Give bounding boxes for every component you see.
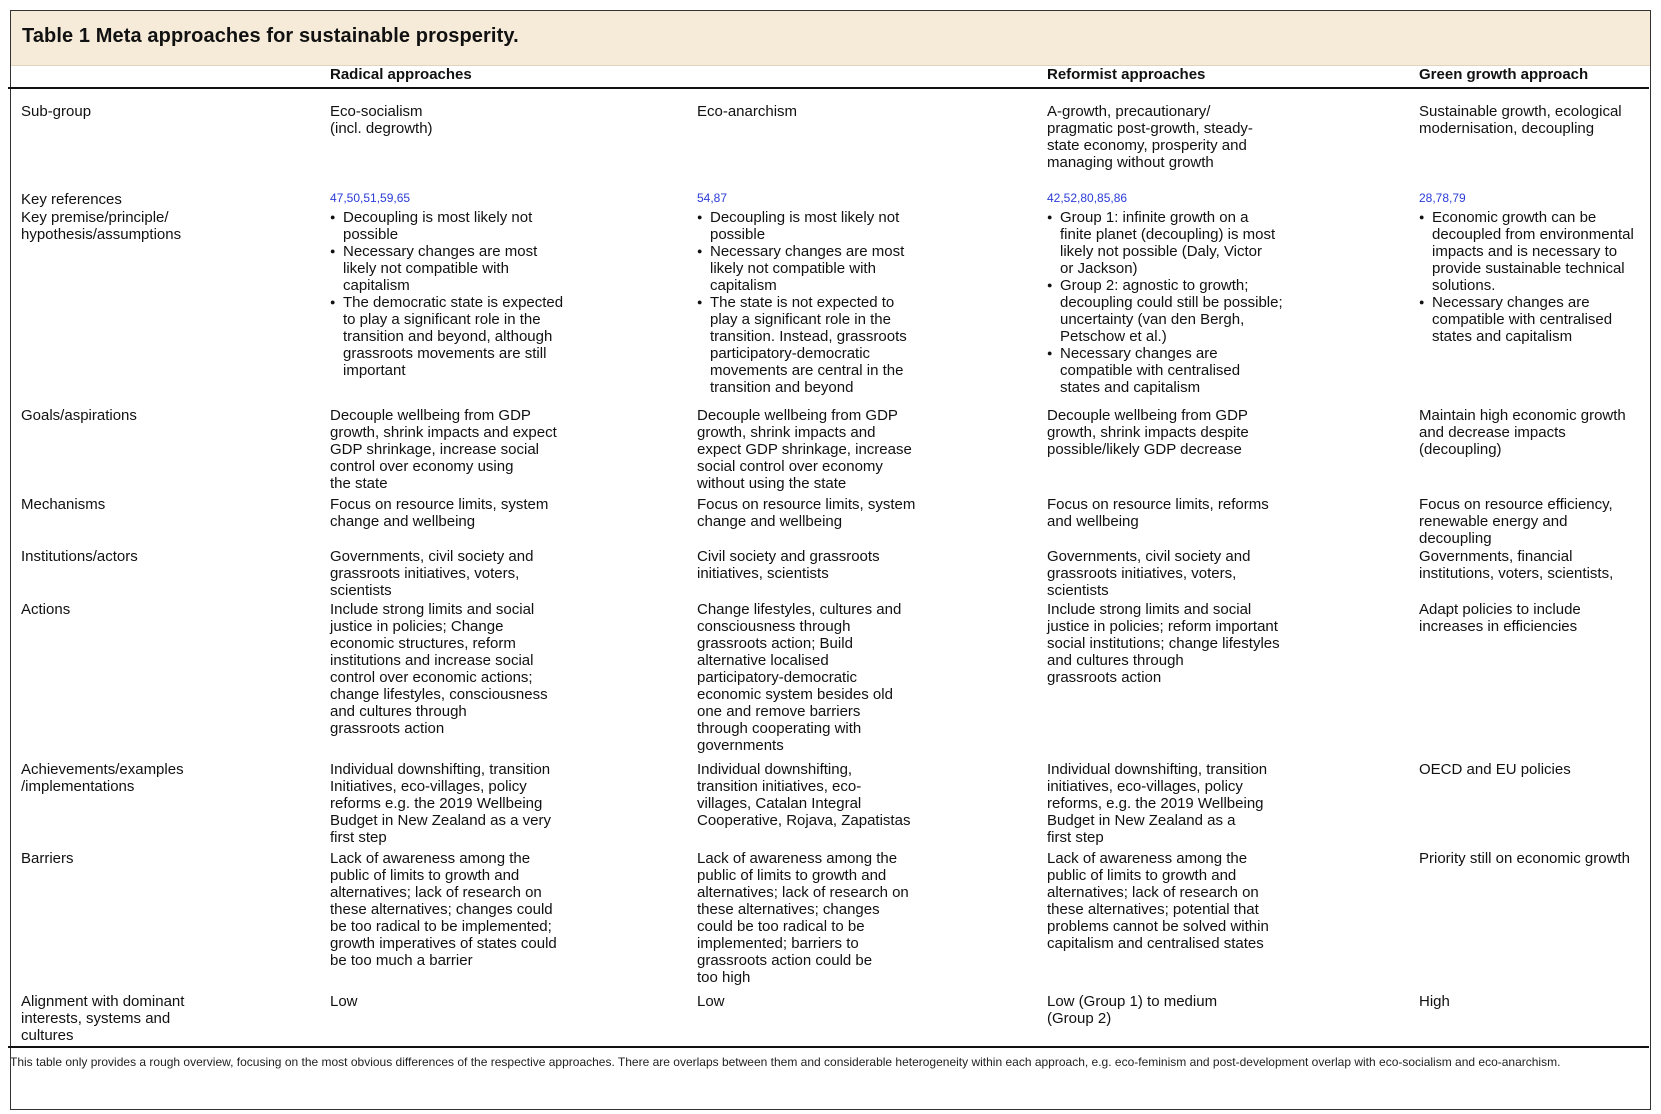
cell-line: participatory-democratic bbox=[710, 345, 871, 362]
cell-line: likely not compatible with bbox=[343, 260, 509, 277]
cell-line: justice in policies; reform important bbox=[1047, 618, 1278, 635]
cell-line: economic system besides old bbox=[697, 686, 893, 703]
cell-line: justice in policies; Change bbox=[330, 618, 504, 635]
cell-line: Individual downshifting, transition bbox=[1047, 761, 1268, 778]
table-cell-r2-c1 bbox=[330, 209, 690, 379]
cell-line: one and remove barriers bbox=[697, 703, 861, 720]
cell-line: public of limits to growth and bbox=[330, 867, 520, 884]
cell-line: finite planet (decoupling) is most bbox=[1060, 226, 1276, 243]
cell-line: ● The democratic state is expected bbox=[343, 294, 564, 311]
bullet-item bbox=[1047, 277, 1407, 345]
cell-line: /implementations bbox=[21, 778, 135, 795]
cell-line: cultures bbox=[21, 1027, 74, 1044]
table-cell-r1-c3 bbox=[1047, 190, 1407, 207]
cell-line: economic structures, reform bbox=[330, 635, 516, 652]
cell-line: possible bbox=[710, 226, 766, 243]
cell-line: growth, shrink impacts and expect bbox=[330, 424, 557, 441]
table-cell-r5-c2 bbox=[697, 548, 1037, 582]
cell-line: expect GDP shrinkage, increase bbox=[697, 441, 912, 458]
cell-line: transition. Instead, grassroots bbox=[710, 328, 907, 345]
cell-line: governments bbox=[697, 737, 784, 754]
cell-line: grassroots action bbox=[1047, 669, 1162, 686]
cell-line: Key references bbox=[21, 191, 122, 208]
cell-line: Barriers bbox=[21, 850, 74, 867]
cell-line: growth, shrink impacts despite bbox=[1047, 424, 1249, 441]
table-cell-r9-c1 bbox=[330, 993, 690, 1010]
table-cell-r7-c4 bbox=[1419, 761, 1651, 778]
cell-line: Sustainable growth, ecological bbox=[1419, 103, 1622, 120]
cell-line: compatible with centralised bbox=[1060, 362, 1241, 379]
cell-line: Governments, civil society and bbox=[1047, 548, 1251, 565]
table-footnote: This table only provides a rough overview, focusing on the most obvious differences of the respective approaches. There are overlaps between them and considerable heterogeneity within each approach, e.g. eco-feminism and post-development overlap with eco-socialism and eco-anarchism. bbox=[10, 1055, 1561, 1069]
cell-line: possible bbox=[343, 226, 399, 243]
cell-line: consciousness through bbox=[697, 618, 851, 635]
table-cell-r8-c2 bbox=[697, 850, 1037, 986]
cell-line: Cooperative, Rojava, Zapatistas bbox=[697, 812, 911, 829]
cell-line: capitalism and centralised states bbox=[1047, 935, 1264, 952]
cell-line: public of limits to growth and bbox=[1047, 867, 1237, 884]
table-cell-r8-c1 bbox=[330, 850, 690, 969]
cell-line: grassroots initiatives, voters, bbox=[330, 565, 520, 582]
cell-line: likely not compatible with bbox=[710, 260, 876, 277]
cell-line: reforms e.g. the 2019 Wellbeing bbox=[330, 795, 543, 812]
cell-line: change and wellbeing bbox=[697, 513, 843, 530]
cell-line: Institutions/actors bbox=[21, 548, 138, 565]
cell-line: first step bbox=[1047, 829, 1104, 846]
cell-line: Priority still on economic growth bbox=[1419, 850, 1630, 867]
cell-line: change and wellbeing bbox=[330, 513, 476, 530]
table-cell-r4-label bbox=[21, 496, 311, 513]
table-cell-r3-c4 bbox=[1419, 407, 1651, 458]
bullet-item bbox=[697, 209, 1037, 243]
cell-line: state economy, prosperity and bbox=[1047, 137, 1247, 154]
cell-line: problems cannot be solved within bbox=[1047, 918, 1269, 935]
cell-line: growth imperatives of states could bbox=[330, 935, 557, 952]
table-cell-r6-c3 bbox=[1047, 601, 1407, 686]
table-cell-r7-c3 bbox=[1047, 761, 1407, 846]
cell-line: Decouple wellbeing from GDP bbox=[697, 407, 898, 424]
reference-numbers[interactable]: 54,87 bbox=[697, 191, 728, 205]
cell-line: interests, systems and bbox=[21, 1010, 171, 1027]
cell-line: or Jackson) bbox=[1060, 260, 1138, 277]
cell-line: alternative localised bbox=[697, 652, 829, 669]
cell-line: solutions. bbox=[1432, 277, 1496, 294]
bullet-item bbox=[1419, 209, 1651, 294]
table-cell-r9-c2 bbox=[697, 993, 1037, 1010]
bullet-item bbox=[697, 294, 1037, 396]
cell-line: Include strong limits and social bbox=[1047, 601, 1252, 618]
table-cell-r6-c2 bbox=[697, 601, 1037, 754]
cell-line: Key premise/principle/ bbox=[21, 209, 169, 226]
table-cell-r3-label bbox=[21, 407, 311, 424]
cell-line: control over economy using bbox=[330, 458, 514, 475]
table-cell-r6-label bbox=[21, 601, 311, 618]
cell-line: Civil society and grassroots bbox=[697, 548, 880, 565]
cell-line: A-growth, precautionary/ bbox=[1047, 103, 1211, 120]
bullet-list bbox=[1047, 209, 1407, 396]
cell-line: capitalism bbox=[343, 277, 410, 294]
cell-line: Focus on resource limits, reforms bbox=[1047, 496, 1269, 513]
cell-line: possible/likely GDP decrease bbox=[1047, 441, 1242, 458]
cell-line: Low (Group 1) to medium bbox=[1047, 993, 1218, 1010]
cell-line: Individual downshifting, transition bbox=[330, 761, 551, 778]
cell-line: ● Necessary changes are most bbox=[343, 243, 538, 260]
header-green: Green growth approach bbox=[1419, 66, 1589, 83]
cell-line: grassroots initiatives, voters, bbox=[1047, 565, 1237, 582]
table-cell-r9-c4 bbox=[1419, 993, 1651, 1010]
cell-line: social control over economy bbox=[697, 458, 883, 475]
cell-line: (decoupling) bbox=[1419, 441, 1502, 458]
table-cell-r1-c2 bbox=[697, 190, 1037, 207]
cell-line: compatible with centralised bbox=[1432, 311, 1613, 328]
table-cell-r5-label bbox=[21, 548, 311, 565]
table-cell-r2-c3 bbox=[1047, 209, 1407, 396]
cell-line: alternatives; lack of research on bbox=[1047, 884, 1259, 901]
cell-line: uncertainty (van den Bergh, bbox=[1060, 311, 1245, 328]
cell-line: initiatives, scientists bbox=[697, 565, 829, 582]
table-cell-r8-c3 bbox=[1047, 850, 1407, 952]
cell-line: these alternatives; changes bbox=[697, 901, 880, 918]
cell-line: ● Decoupling is most likely not bbox=[343, 209, 533, 226]
cell-line: Low bbox=[330, 993, 358, 1010]
table-cell-r0-label bbox=[21, 103, 311, 120]
cell-line: decoupling bbox=[1419, 530, 1492, 547]
bullet-item bbox=[1419, 294, 1651, 345]
cell-line: Lack of awareness among the bbox=[330, 850, 531, 867]
cell-line: to play a significant role in the bbox=[343, 311, 541, 328]
table-cell-r3-c3 bbox=[1047, 407, 1407, 458]
cell-line: important bbox=[343, 362, 406, 379]
cell-line: these alternatives; potential that bbox=[1047, 901, 1259, 918]
cell-line: states and capitalism bbox=[1432, 328, 1573, 345]
table-cell-r4-c1 bbox=[330, 496, 690, 530]
table-cell-r1-label bbox=[21, 191, 311, 208]
cell-line: Actions bbox=[21, 601, 71, 618]
cell-line: Lack of awareness among the bbox=[697, 850, 898, 867]
cell-line: scientists bbox=[1047, 582, 1109, 599]
cell-line: Focus on resource limits, system bbox=[697, 496, 916, 513]
table-cell-r3-c2 bbox=[697, 407, 1037, 492]
table-cell-r8-c4 bbox=[1419, 850, 1651, 867]
bullet-item bbox=[697, 243, 1037, 294]
cell-line: OECD and EU policies bbox=[1419, 761, 1571, 778]
bullet-item bbox=[330, 294, 690, 379]
cell-line: transition and beyond bbox=[710, 379, 854, 396]
cell-line: Decouple wellbeing from GDP bbox=[1047, 407, 1248, 424]
cell-line: GDP shrinkage, increase social bbox=[330, 441, 539, 458]
header-reformist: Reformist approaches bbox=[1047, 66, 1206, 83]
cell-line: pragmatic post-growth, steady- bbox=[1047, 120, 1253, 137]
table-cell-r5-c1 bbox=[330, 548, 690, 599]
reference-numbers[interactable]: 47,50,51,59,65 bbox=[330, 191, 411, 205]
cell-line: villages, Catalan Integral bbox=[697, 795, 862, 812]
table-cell-r0-c4 bbox=[1419, 103, 1651, 137]
cell-line: Low bbox=[697, 993, 725, 1010]
cell-line: likely not possible (Daly, Victor bbox=[1060, 243, 1263, 260]
cell-line: public of limits to growth and bbox=[697, 867, 887, 884]
cell-line: Mechanisms bbox=[21, 496, 106, 513]
cell-line: Alignment with dominant bbox=[21, 993, 185, 1010]
cell-line: Change lifestyles, cultures and bbox=[697, 601, 902, 618]
cell-line: Focus on resource efficiency, bbox=[1419, 496, 1613, 513]
cell-line: Governments, financial bbox=[1419, 548, 1573, 565]
table-cell-r9-c3 bbox=[1047, 993, 1407, 1027]
cell-line: ● Group 2: agnostic to growth; bbox=[1060, 277, 1249, 294]
cell-line: Achievements/examples bbox=[21, 761, 184, 778]
cell-line: managing without growth bbox=[1047, 154, 1214, 171]
bullet-item bbox=[330, 209, 690, 243]
table-cell-r7-label bbox=[21, 761, 311, 795]
table-cell-r5-c3 bbox=[1047, 548, 1407, 599]
bullet-item bbox=[1047, 345, 1407, 396]
reference-numbers[interactable]: 28,78,79 bbox=[1419, 191, 1466, 205]
table-cell-r9-label bbox=[21, 993, 311, 1044]
cell-line: decoupled from environmental bbox=[1432, 226, 1634, 243]
cell-line: alternatives; lack of research on bbox=[697, 884, 909, 901]
cell-line: High bbox=[1419, 993, 1450, 1010]
table-cell-r8-label bbox=[21, 850, 311, 867]
table-cell-r0-c1 bbox=[330, 103, 690, 137]
cell-line: too high bbox=[697, 969, 751, 986]
cell-line: be too radical to be implemented; bbox=[330, 918, 552, 935]
cell-line: first step bbox=[330, 829, 387, 846]
bullet-list bbox=[330, 209, 690, 379]
bullet-item bbox=[1047, 209, 1407, 277]
cell-line: social institutions; change lifestyles bbox=[1047, 635, 1280, 652]
cell-line: grassroots action could be bbox=[697, 952, 873, 969]
cell-line: increases in efficiencies bbox=[1419, 618, 1578, 635]
header-rule bbox=[8, 87, 1649, 89]
cell-line: ● Necessary changes are bbox=[1432, 294, 1590, 311]
cell-line: ● Decoupling is most likely not bbox=[710, 209, 900, 226]
table-cell-r6-c1 bbox=[330, 601, 690, 737]
cell-line: initiatives, eco-villages, policy bbox=[1047, 778, 1243, 795]
cell-line: these alternatives; changes could bbox=[330, 901, 553, 918]
table-cell-r4-c2 bbox=[697, 496, 1037, 530]
cell-line: implemented; barriers to bbox=[697, 935, 859, 952]
cell-line: control over economic actions; bbox=[330, 669, 533, 686]
footer-rule bbox=[8, 1046, 1649, 1048]
cell-line: ● The state is not expected to bbox=[710, 294, 895, 311]
cell-line: Eco-socialism bbox=[330, 103, 423, 120]
cell-line: provide sustainable technical bbox=[1432, 260, 1625, 277]
cell-line: (incl. degrowth) bbox=[330, 120, 433, 137]
cell-line: Include strong limits and social bbox=[330, 601, 535, 618]
cell-line: could be too radical to be bbox=[697, 918, 865, 935]
table-cell-r6-c4 bbox=[1419, 601, 1651, 635]
table-cell-r2-c2 bbox=[697, 209, 1037, 396]
cell-line: Lack of awareness among the bbox=[1047, 850, 1248, 867]
table-title-bar bbox=[11, 11, 1650, 66]
cell-line: hypothesis/assumptions bbox=[21, 226, 182, 243]
bullet-item bbox=[330, 243, 690, 294]
cell-line: Focus on resource limits, system bbox=[330, 496, 549, 513]
cell-line: Goals/aspirations bbox=[21, 407, 137, 424]
cell-line: capitalism bbox=[710, 277, 777, 294]
cell-line: reforms, e.g. the 2019 Wellbeing bbox=[1047, 795, 1264, 812]
bullet-list bbox=[697, 209, 1037, 396]
cell-line: change lifestyles, consciousness bbox=[330, 686, 548, 703]
cell-line: ● Necessary changes are most bbox=[710, 243, 905, 260]
cell-line: without using the state bbox=[697, 475, 847, 492]
cell-line: Adapt policies to include bbox=[1419, 601, 1581, 618]
cell-line: and decrease impacts bbox=[1419, 424, 1566, 441]
cell-line: states and capitalism bbox=[1060, 379, 1201, 396]
cell-line: grassroots action bbox=[330, 720, 445, 737]
table-cell-r1-c4 bbox=[1419, 190, 1651, 207]
table-cell-r5-c4 bbox=[1419, 548, 1651, 582]
cell-line: transition and beyond, although bbox=[343, 328, 553, 345]
table-cell-r1-c1 bbox=[330, 190, 690, 207]
table-cell-r2-label bbox=[21, 209, 311, 243]
cell-line: and cultures through bbox=[1047, 652, 1184, 669]
cell-line: Petschow et al.) bbox=[1060, 328, 1167, 345]
cell-line: grassroots movements are still bbox=[343, 345, 547, 362]
cell-line: growth, shrink impacts and bbox=[697, 424, 876, 441]
cell-line: Eco-anarchism bbox=[697, 103, 798, 120]
cell-line: decoupling could still be possible; bbox=[1060, 294, 1283, 311]
table-cell-r7-c2 bbox=[697, 761, 1037, 829]
cell-line: Budget in New Zealand as a very bbox=[330, 812, 551, 829]
cell-line: renewable energy and bbox=[1419, 513, 1568, 530]
cell-line: through cooperating with bbox=[697, 720, 862, 737]
cell-line: modernisation, decoupling bbox=[1419, 120, 1595, 137]
cell-line: and cultures through bbox=[330, 703, 467, 720]
cell-line: Sub-group bbox=[21, 103, 92, 120]
cell-line: grassroots action; Build bbox=[697, 635, 853, 652]
cell-line: ● Economic growth can be bbox=[1432, 209, 1597, 226]
cell-line: (Group 2) bbox=[1047, 1010, 1112, 1027]
table-cell-r4-c3 bbox=[1047, 496, 1407, 530]
cell-line: Maintain high economic growth bbox=[1419, 407, 1626, 424]
table-title: Table 1 Meta approaches for sustainable prosperity. bbox=[22, 25, 519, 47]
table-cell-r0-c3 bbox=[1047, 103, 1407, 171]
cell-line: Decouple wellbeing from GDP bbox=[330, 407, 531, 424]
cell-line: Budget in New Zealand as a bbox=[1047, 812, 1236, 829]
cell-line: be too much a barrier bbox=[330, 952, 473, 969]
cell-line: ● Group 1: infinite growth on a bbox=[1060, 209, 1249, 226]
table-cell-r3-c1 bbox=[330, 407, 690, 492]
cell-line: and wellbeing bbox=[1047, 513, 1139, 530]
table-cell-r0-c2 bbox=[697, 103, 1037, 120]
table-cell-r4-c4 bbox=[1419, 496, 1651, 547]
cell-line: ● Necessary changes are bbox=[1060, 345, 1218, 362]
cell-line: the state bbox=[330, 475, 388, 492]
cell-line: impacts and is necessary to bbox=[1432, 243, 1618, 260]
cell-line: transition initiatives, eco- bbox=[697, 778, 862, 795]
cell-line: participatory-democratic bbox=[697, 669, 858, 686]
header-radical: Radical approaches bbox=[330, 66, 472, 83]
reference-numbers[interactable]: 42,52,80,85,86 bbox=[1047, 191, 1128, 205]
cell-line: Individual downshifting, bbox=[697, 761, 853, 778]
table-cell-r7-c1 bbox=[330, 761, 690, 846]
cell-line: movements are central in the bbox=[710, 362, 904, 379]
cell-line: Initiatives, eco-villages, policy bbox=[330, 778, 527, 795]
cell-line: scientists bbox=[330, 582, 392, 599]
cell-line: alternatives; lack of research on bbox=[330, 884, 542, 901]
cell-line: institutions and increase social bbox=[330, 652, 534, 669]
cell-line: Governments, civil society and bbox=[330, 548, 534, 565]
bullet-list bbox=[1419, 209, 1651, 345]
cell-line: play a significant role in the bbox=[710, 311, 891, 328]
table-cell-r2-c4 bbox=[1419, 209, 1651, 345]
cell-line: institutions, voters, scientists, bbox=[1419, 565, 1614, 582]
